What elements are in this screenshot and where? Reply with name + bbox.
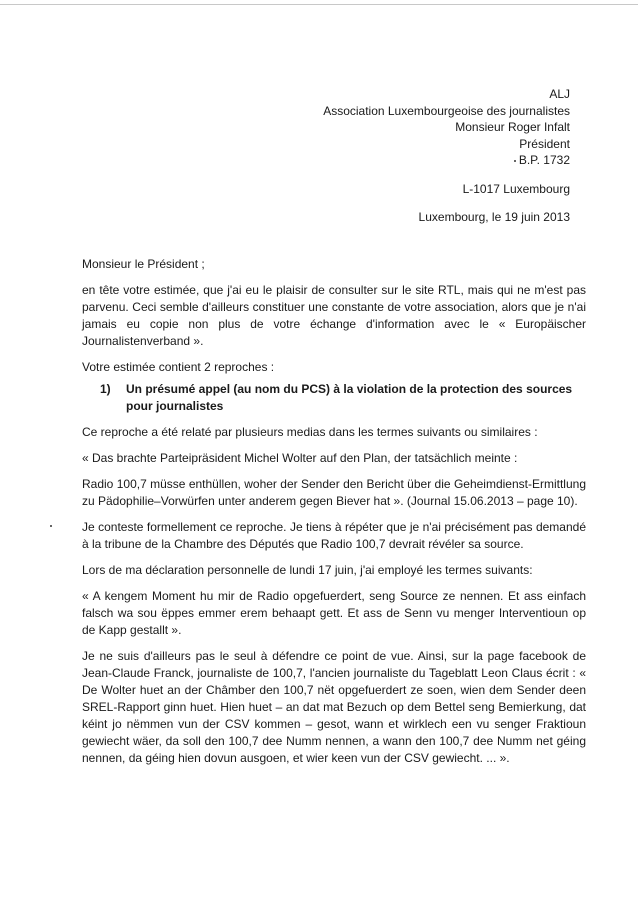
- paragraph-declaration: Lors de ma déclaration personnelle de lundi 17 juin, j'ai employé les termes suivants:: [82, 563, 533, 577]
- recipient-name: Monsieur Roger Infalt: [455, 120, 570, 134]
- recipient-org-short: ALJ: [549, 87, 570, 101]
- address-spacer: [323, 169, 570, 181]
- paragraph-reproaches: Votre estimée contient 2 reproches :: [82, 360, 275, 374]
- recipient-postcode-city: L-1017 Luxembourg: [462, 181, 570, 196]
- paragraph-intro: en tête votre estimée, que j'ai eu le plaisir de consulter sur le site RTL, mais qui ne m'est pas parvenu. Ceci semble d'ailleurs constituer une constante de votre association, alors que je n'ai jamais eu copie non plus de votre échange d'information avec le « Europäischer Journalistenverband ».: [82, 283, 586, 348]
- scan-edge-line: [0, 4, 638, 5]
- recipient-role: Président: [519, 136, 570, 151]
- paragraph-quote-intro: « Das brachte Parteipräsident Michel Wolter auf den Plan, der tatsächlich meinte :: [82, 451, 518, 465]
- letter-body: [82, 256, 586, 776]
- paragraph-facebook: Je ne suis d'ailleurs pas le seul à défendre ce point de vue. Ainsi, sur la page facebook de Jean-Claude Franck, journaliste de 100,7, l'ancien journaliste du Tageblatt Leon Claus écrit : « De Wolter huet an der Châmber den 100,7 nët opgefuerdert ze soen, wien dem Sender deen SREL-Rapport ginn huet. Hien huet – an dat mat Bezuch op dem Bettel seng Bemierkung, dat kéint jo nëmmen vun der CSV kommen – gesot, wann et wirklech een vu senger Fraktioun gewiecht wäer, da soll den 100,7 dee Numm nennen, a wann den 100,7 dee Numm net géing nennen, da géing hien dovun ausgoen, et wier keen vun der CSV gewiecht. ... ».: [82, 649, 586, 765]
- section-heading-1: [100, 381, 586, 415]
- heading-number: 1): [100, 382, 111, 396]
- scan-speck: [514, 160, 516, 162]
- paragraph-quote-luxembourgish: « A kengem Moment hu mir de Radio opgefuerdert, seng Source ze nennen. Et ass einfach falsch wa sou ëppes emmer erem behaapt gett. Et ass de Senn vu menger Interventioun op de Kapp gestallt ».: [82, 589, 586, 637]
- paragraph-quote-radio: Radio 100,7 müsse enthüllen, woher der Sender den Bericht über die Geheimdienst-Ermittlung zu Pädophilie–Vorwürfen unter anderem gegen Biever hat ». (Journal 15.06.2013 – page 10).: [82, 477, 586, 508]
- address-spacer: [323, 197, 570, 209]
- recipient-org-full: Association Luxembourgeoise des journalistes: [323, 103, 570, 118]
- salutation: Monsieur le Président ;: [82, 257, 205, 271]
- scan-speck: [50, 525, 52, 527]
- paragraph-contest: Je conteste formellement ce reproche. Je tiens à répéter que je n'ai précisément pas demandé à la tribune de la Chambre des Députés que Radio 100,7 devrait révéler sa source.: [82, 520, 586, 551]
- place-date: Luxembourg, le 19 juin 2013: [418, 210, 570, 224]
- heading-text: Un présumé appel (au nom du PCS) à la violation de la protection des sources pour journalistes: [126, 382, 573, 413]
- paragraph-reproach-relayed: Ce reproche a été relaté par plusieurs medias dans les termes suivants ou similaires :: [82, 425, 538, 439]
- recipient-po-box: B.P. 1732: [518, 153, 570, 167]
- recipient-address-block: [323, 86, 570, 226]
